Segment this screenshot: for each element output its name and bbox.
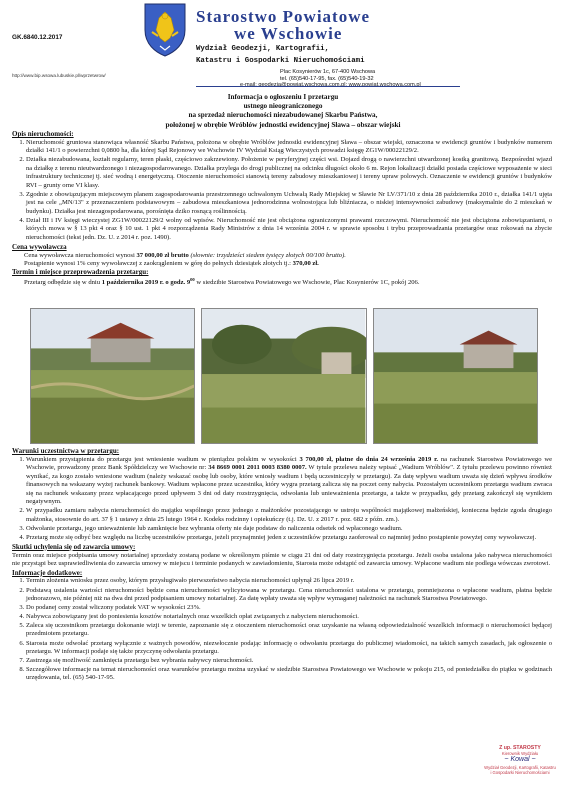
list-item: 4. Dział III i IV księgi wieczystej ZG1W/00022129/2 wolny od wpisów. Nieruchomość nie jest obciążona ograniczonymi prawami rzeczowymi. Nieruchomość nie jest obciążona zobowiązaniami, o których mowa w § 13 pkt 4 oraz § 10 ust. 1 pkt 4 rozporządzenia Rady Ministrów z dnia 14 września 2004 r. w sprawie sposobu i trybu przeprowadzania przetargów oraz rokowań na zbycie nieruchomości (tekst jedn. Dz. U. z 2014 r. poz. 1490).: [26, 217, 552, 242]
stamp-line: Z up. STAROSTY: [499, 745, 541, 751]
bip-url: http://www.bip.wsowa.lubuskie.pl/wprzetwrow/: [12, 73, 106, 78]
section-heading-info: Informacje dodatkowe:: [12, 568, 83, 577]
official-stamp: [480, 745, 560, 793]
office-title: Starostwo Powiatowe: [196, 7, 371, 26]
property-photos: [30, 308, 538, 444]
list-item: 8. Szczegółowe informacje na temat nieruchomości oraz warunków przetargu można uzyskać w siedzibie Starostwa Powiatowego we Wschowie w pokoju 215, od poniedziałku do piątku w godzinach urzędowania, tel. (65) 540-17-95.: [26, 666, 552, 683]
bid-increment-line: Postąpienie wynosi 1% ceny wywoławczej z zaokrągleniem w górę do pełnych dziesiątek złotych tj.: 370,00 zł.: [24, 259, 319, 267]
department-name-line2: Katastru i Gospodarki Nieruchomościami: [196, 56, 365, 65]
phone-line: tel. (65)540-17-95, fax. (65)540-19-32: [280, 75, 374, 82]
list-item: 3. Do podanej ceny został wliczony podatek VAT w wysokości 23%.: [26, 604, 552, 612]
price-line: Cena wywoławcza nieruchomości wynosi 37 000,00 zł brutto (słownie: trzydzieści siedem tysięcy złotych 00/100 brutto).: [24, 251, 346, 259]
section-heading-termin: Termin i miejsce przeprowadzenia przetargu:: [12, 268, 149, 277]
list-item: 2. Podstawą ustalenia wartości nieruchomości będzie cena nieruchomości wylicytowana w przetargu. Cena nieruchomości ustalona w przetargu, pomniejszona o wpłacone wadium, płatna będzie jednorazowo, nie później niż na dwa dni przed podpisaniem umowy notarialnej. Za datę wpłaty uważa się wpływ wymaganej należności na rachunek Starostwa Powiatowego.: [26, 587, 552, 604]
list-item: 1. Termin złożenia wniosku przez osoby, którym przysługiwało pierwszeństwo nabycia nieruchomości upłynął 26 lipca 2019 r.: [26, 577, 552, 585]
stamp-line: Wydział Geodezji, Kartografii, Katastru: [484, 764, 556, 770]
office-header: [196, 8, 496, 89]
list-item: 7. Zastrzega się możliwość zamknięcia przetargu bez wybrania nabywcy nieruchomości.: [26, 657, 552, 665]
additional-info-list: [12, 577, 552, 682]
stamp-line: i Gospodarki Nieruchomościami: [490, 769, 550, 775]
document-reference: GK.6840.12.2017: [12, 34, 63, 41]
title-line: położonej w obrębie Wróblów jednostki ewidencyjnej Sława – obszar wiejski: [165, 120, 401, 129]
section-heading-skutki: Skutki uchylenia się od zawarcia umowy:: [12, 542, 136, 551]
title-line: Informacja o ogłoszeniu I przetargu: [227, 93, 339, 101]
office-title-location: we Wschowie: [234, 24, 343, 43]
list-item: 2. W przypadku zamiaru nabycia nieruchomości do majątku wspólnego przez jednego z małżonków pozostającego w ustroju wspólności majątkowej małżeńskiej, konieczna będzie zgoda drugiego małżonka, stosownie do art. 37 § 1 ustawy z dnia 25 lutego 1964 r. Kodeks rodzinny i opiekuńczy (t.j. Dz. U. z 2017 r. poz. 682 z późn. zm.).: [26, 507, 552, 524]
list-item: 3. Odwołanie przetargu, jego unieważnienie lub zamknięcie bez wybrania oferty nie daje podstaw do naliczenia odsetek od wpłaconego wadium.: [26, 525, 552, 533]
notice-body-continued: [12, 447, 552, 683]
section-heading-opis: Opis nieruchomości:: [12, 130, 74, 138]
list-item: 1. Warunkiem przystąpienia do przetargu jest wniesienie wadium w pieniądzu polskim w wysokości 3 700,00 zł, płatne do dnia 24 września 2019 r. na rachunek Starostwa Powiatowego we Wschowie, prowadzony przez Bank Spółdzielczy we Wschowie nr: 34 8669 0001 2011 0003 8380 0007. W tytule przelewu należy wpisać „Wadium Wróblów". Z tytułu przelewu powinno również wynikać, za kogo zostało wniesione wadium (należy wskazać osobę lub osoby, które wniosły wadium i będą uczestniczyły w przetargu). Za datę wpływu wadium uważa się dzień wpływu środków finansowych na wskazany wyżej rachunek bankowy. Wadium wpłacone przez uczestnika, który wygra przetarg zalicza się na poczet ceny nabycia. Pozostałym uczestnikom przetargu wadium zwraca się na rachunek wskazany przez wpłacającego przed upływem 3 dni od daty rozstrzygnięcia, odwołania lub unieważnienia przetargu, a także w przypadku, gdy przetarg zakończył się wynikiem negatywnym.: [26, 456, 552, 507]
stamp-line: Kierownik Wydziału: [501, 751, 539, 757]
list-item: 3. Zgodnie z obowiązującym miejscowym planem zagospodarowania przestrzennego uchwalonym Uchwałą Rady Miejskiej w Sławie Nr LV/371/10 z dnia 28 października 2010 r., działka 141/1 ujęta jest na cele „MN/13" z przeznaczeniem podstawowym – zabudowa mieszkaniowa jednorodzinna wolnostojąca lub bliźniacza, o niskiej intensywności zabudowy (maksymalnie do 2 mieszkań w budynku). Działka jest niezagospodarowana, porośnięta dziko rosnącą roślinnością.: [26, 191, 552, 216]
property-photo-2: [201, 308, 366, 444]
list-item: 1. Nieruchomość gruntowa stanowiąca własność Skarbu Państwa, położona w obrębie Wróblów jednostki ewidencyjnej Sława – obszar wiejski, oznaczona w ewidencji gruntów i budynków numerem działki 141/1 o powierzchni 0,0800 ha, dla której Sąd Rejonowy we Wschowie IV Wydział Ksiąg Wieczystych prowadzi księgę ZG1W/00022129/2.: [26, 139, 552, 156]
consequences-text: Termin oraz miejsce podpisania umowy notarialnej sprzedaży zostaną podane w określonym piśmie w ciągu 21 dni od daty rozstrzygnięcia przetargu. Jeżeli osoba ustalona jako nabywca nieruchomości nie przystąpi bez usprawiedliwienia do zawarcia umowy w miejscu i terminie podanych w zawiadomieniu, Starosta może odstąpić od zawarcia umowy. Wpłacone wadium nie podlega wówczas zwrotowi.: [12, 551, 552, 568]
coat-of-arms-icon: [142, 2, 188, 58]
property-photo-3: [373, 308, 538, 444]
notice-title: [150, 93, 416, 130]
title-line: na sprzedaż nieruchomości niezabudowanej Skarbu Państwa,: [188, 111, 378, 120]
section-heading-cena: Cena wywoławcza: [12, 242, 67, 251]
property-photo-1: [30, 308, 195, 444]
list-item: 4. Przetarg może się odbyć bez względu na liczbę uczestników przetargu, jeżeli przynajmniej jeden z uczestników przetargu zaoferował co najmniej jedno postąpienie powyżej ceny wywoławczej.: [26, 534, 552, 542]
list-item: 4. Nabywca zobowiązany jest do poniesienia kosztów notarialnych oraz wszelkich opłat związanych z nabyciem nieruchomości.: [26, 613, 552, 621]
list-item: 5. Zaleca się uczestnikom przetargu dokonanie wizji w terenie, zapoznanie się z otoczeniem nieruchomości oraz uzyskanie na własną odpowiedzialność wszelkich informacji o nieruchomości będącej przedmiotem przetargu.: [26, 622, 552, 639]
signature-icon: ~ Kowal ~: [504, 756, 536, 764]
auction-date-line: Przetarg odbędzie się w dniu 1 października 2019 r. o godz. $9^{00}$ w siedzibie Starostwa Powiatowego we Wschowie, Plac Kosynierów 1C, pokój 206.: [24, 277, 420, 287]
header-rule: [196, 86, 460, 87]
list-item: 6. Starosta może odwołać przetarg wyłącznie z ważnych powodów, niezwłocznie podając informację o odwołaniu przetargu do publicznej wiadomości, na takich samych zasadach, jak ogłoszenie o przetargu. W informacji podaje się także przyczynę odwołania przetargu.: [26, 640, 552, 657]
list-item: 2. Działka niezabudowana, kształt regularny, teren płaski, częściowo zakrzewiony. Położenie w peryferyjnej części wsi. Dojazd drogą o nawierzchni utwardzonej kostką granitową. Bezpośredni wjazd na działkę z terenu nieutwardzonego i niezagospodarowanego. Działka przylega do drogi publicznej na odcinku długości około 6 m. Rejon lokalizacji działki posiada częściowe wyposażenie w sieci infrastruktury technicznej tj. sieć wodną i energetyczną. Otoczenie nieruchomości stanowią tereny zabudowy mieszkaniowej i tereny upraw polowych. Oznaczenie w ewidencji gruntów i budynków RVI – grunty orne VI klasy.: [26, 156, 552, 190]
notice-body: [12, 130, 552, 288]
address-line: Plac Kosynierów 1c, 67-400 Wschowa: [280, 69, 376, 76]
title-line: ustnego nieograniczonego: [243, 102, 323, 111]
section-heading-warunki: Warunki uczestnictwa w przetargu:: [12, 447, 120, 455]
department-name-line1: Wydział Geodezji, Kartografii,: [196, 45, 330, 53]
conditions-list: [12, 456, 552, 542]
property-description-list: [12, 139, 552, 242]
